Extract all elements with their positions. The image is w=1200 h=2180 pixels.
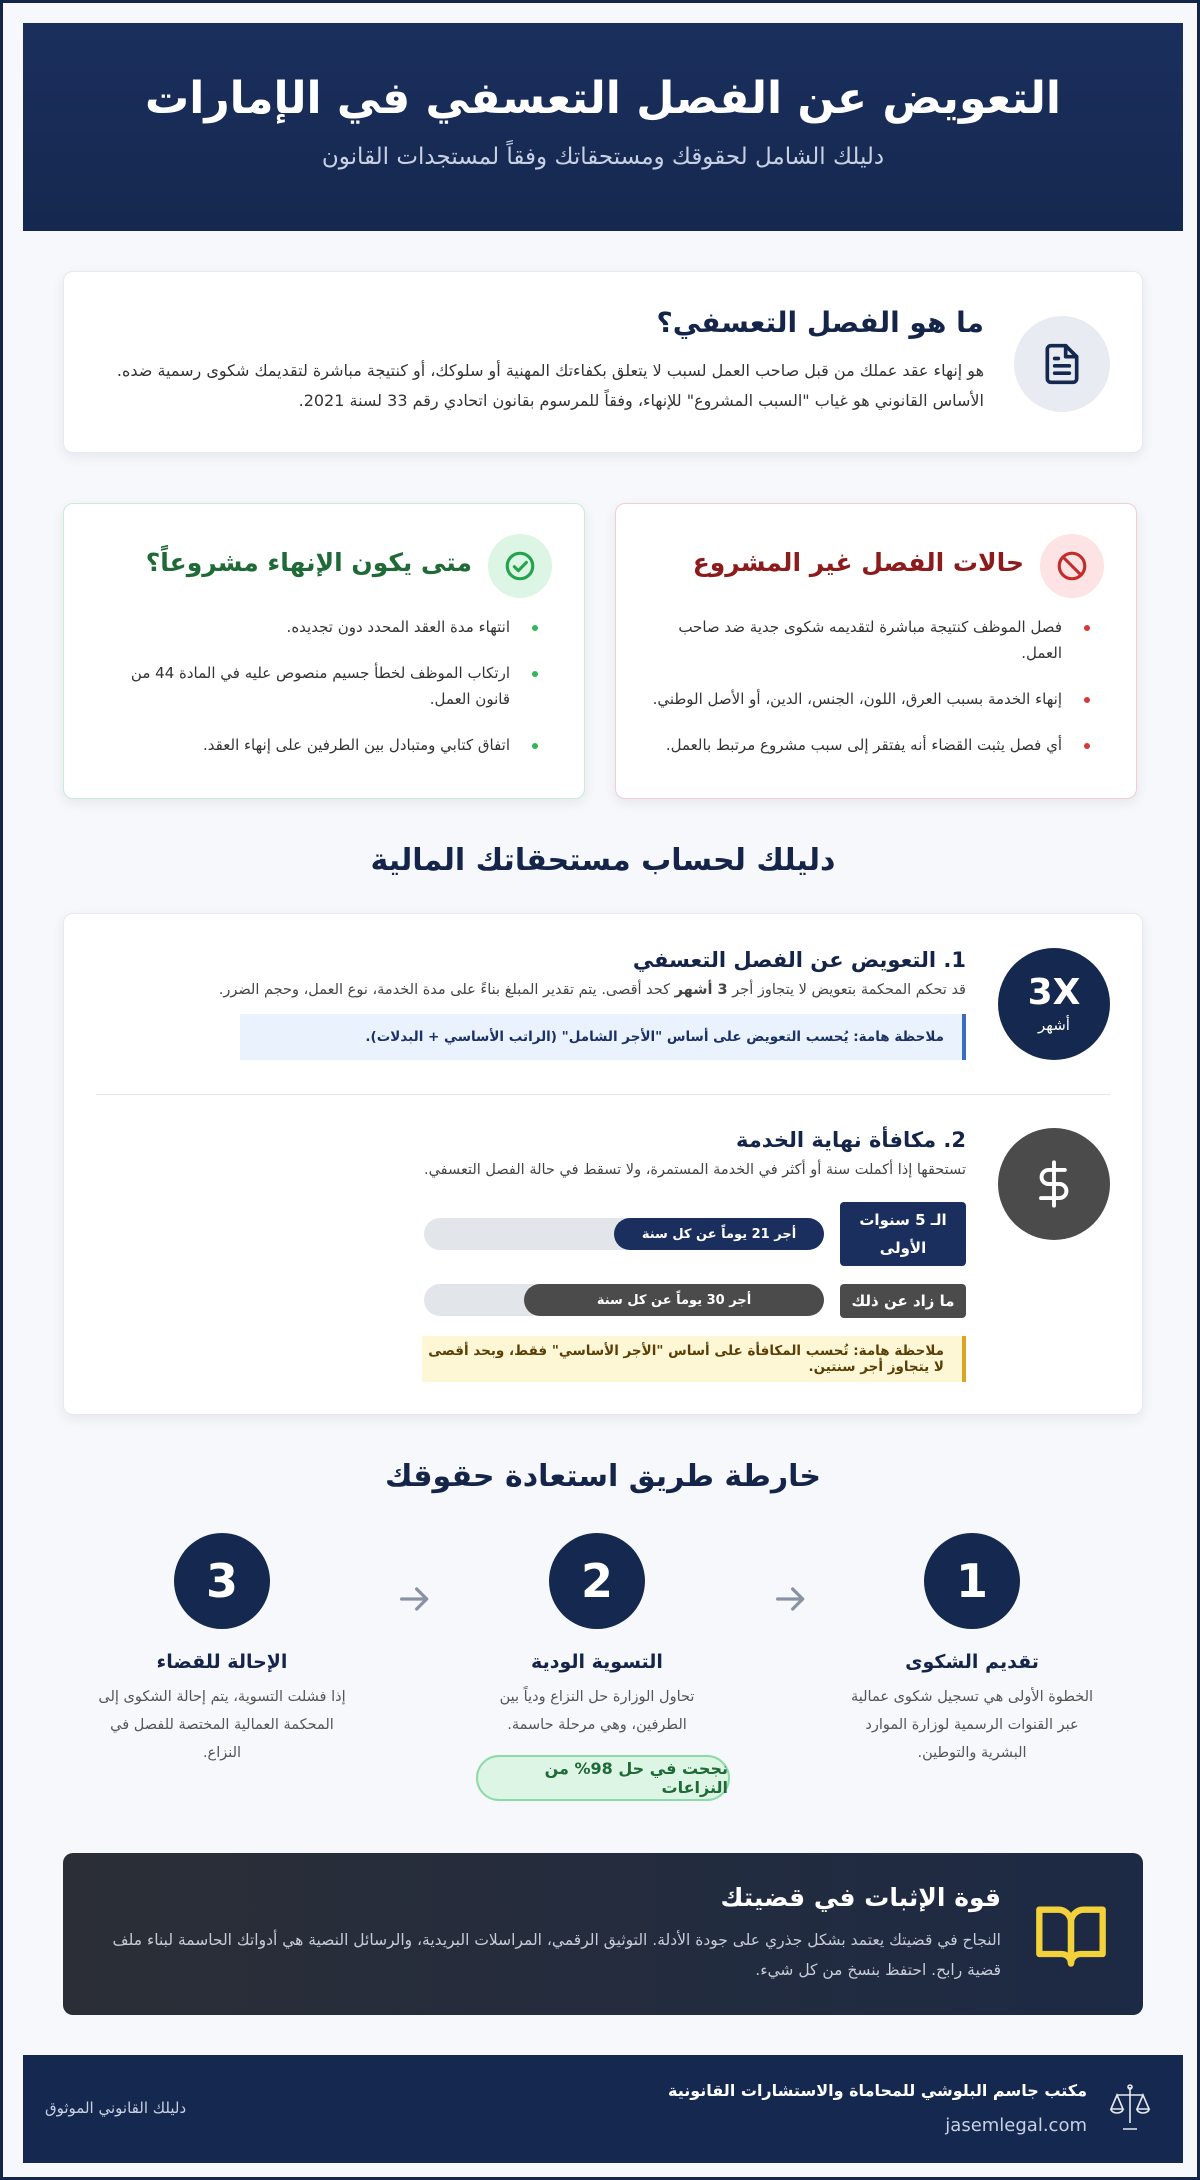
step-desc: تحاول الوزارة حل النزاع ودياً بين الطرفين، وهي مرحلة حاسمة. xyxy=(499,1689,695,1733)
book-icon xyxy=(1033,1897,1109,1973)
step-title: تقديم الشكوى xyxy=(905,1651,1039,1673)
definition-text: هو إنهاء عقد عملك من قبل صاحب العمل لسبب لا يتعلق بكفاءتك المهنية أو سلوكك، أو كنتيجة مباشرة لتقديمك شكوى رسمية ضده. الأساس القانوني هو غياب "السبب المشروع" للإنهاء، وفقاً للمرسوم بقانون اتحادي رقم 33 لسنة 2021. xyxy=(116,361,984,410)
illegal-cases-list xyxy=(650,614,1080,778)
footer-org-name: مكتب جاسم البلوشي للمحاماة والاستشارات القانونية xyxy=(668,2081,1087,2100)
footer xyxy=(23,2055,1183,2163)
success-rate-badge: نجحت في حل 98% من النزاعات xyxy=(476,1755,730,1801)
illegal-cases-title: حالات الفصل غير المشروع xyxy=(692,548,1024,577)
page-subtitle: دليلك الشامل لحقوقك ومستحقاتك وفقاً لمستجدات القانون xyxy=(321,144,885,170)
step-number: 2 xyxy=(549,1533,645,1629)
step-desc: إذا فشلت التسوية، يتم إحالة الشكوى إلى المحكمة العمالية المختصة للفصل في النزاع. xyxy=(98,1689,346,1761)
compensation-desc xyxy=(219,982,966,998)
roadmap-step-1 xyxy=(822,1533,1122,1767)
dollar-icon xyxy=(998,1128,1110,1240)
prohibited-icon xyxy=(1040,534,1104,598)
proof-banner xyxy=(63,1853,1143,2015)
legal-cases-title: متى يكون الإنهاء مشروعاً؟ xyxy=(145,548,472,577)
list-item: اتفاق كتابي ومتبادل بين الطرفين على إنهاء العقد. xyxy=(98,732,528,758)
hero-header xyxy=(23,23,1183,231)
roadmap-step-2 xyxy=(447,1533,747,1739)
definition-title: ما هو الفصل التعسفي؟ xyxy=(656,306,984,339)
compensation-badge-unit: أشهر xyxy=(1038,1016,1070,1034)
step-title: الإحالة للقضاء xyxy=(156,1651,288,1673)
gratuity-note: ملاحظة هامة: تُحسب المكافأة على أساس "الأجر الأساسي" فقط، وبحد أقصى لا يتجاوز أجر سنتين. xyxy=(422,1336,966,1382)
compensation-desc-post: كحد أقصى. يتم تقدير المبلغ بناءً على مدة الخدمة، نوع العمل، وحجم الضرر. xyxy=(218,982,675,998)
proof-title: قوة الإثبات في قضيتك xyxy=(720,1883,1001,1912)
list-item: إنهاء الخدمة بسبب العرق، اللون، الجنس، الدين، أو الأصل الوطني. xyxy=(650,686,1080,712)
tier-label-beyond: ما زاد عن ذلك xyxy=(840,1284,966,1318)
tier-bar-track xyxy=(424,1218,824,1250)
roadmap-step-3 xyxy=(72,1533,372,1767)
illegal-cases-card xyxy=(615,503,1137,799)
step-number: 3 xyxy=(174,1533,270,1629)
gratuity-title: 2. مكافأة نهاية الخدمة xyxy=(735,1128,966,1152)
financial-card xyxy=(63,913,1143,1415)
definition-card xyxy=(63,271,1143,453)
footer-website-link[interactable]: jasemlegal.com xyxy=(945,2115,1087,2136)
tier-bar-21-days: أجر 21 يوماً عن كل سنة xyxy=(614,1218,824,1250)
legal-cases-list xyxy=(98,614,528,778)
page-title: التعويض عن الفصل التعسفي في الإمارات xyxy=(145,73,1061,124)
tier-bar-track xyxy=(424,1284,824,1316)
list-item: فصل الموظف كنتيجة مباشرة لتقديمه شكوى جدية ضد صاحب العمل. xyxy=(650,614,1080,666)
compensation-desc-bold: 3 أشهر xyxy=(674,982,728,998)
compensation-note: ملاحظة هامة: يُحسب التعويض على أساس "الأجر الشامل" (الراتب الأساسي + البدلات). xyxy=(240,1014,966,1060)
tier-bar-30-days: أجر 30 يوماً عن كل سنة xyxy=(524,1284,824,1316)
financial-section-title: دليلك لحساب مستحقاتك المالية xyxy=(370,843,836,878)
arrow-right-icon xyxy=(771,1579,811,1619)
arrow-right-icon xyxy=(395,1579,435,1619)
roadmap-section-title: خارطة طريق استعادة حقوقك xyxy=(384,1459,822,1494)
list-item: انتهاء مدة العقد المحدد دون تجديده. xyxy=(98,614,528,640)
compensation-badge-value: 3X xyxy=(1027,972,1081,1013)
divider xyxy=(96,1094,1110,1095)
footer-tagline: دليلك القانوني الموثوق xyxy=(45,2099,187,2117)
step-title: التسوية الودية xyxy=(531,1651,663,1673)
compensation-desc-pre: قد تحكم المحكمة بتعويض لا يتجاوز أجر xyxy=(727,982,966,998)
scales-of-justice-logo-icon xyxy=(1107,2081,1153,2137)
proof-text: النجاح في قضيتك يعتمد بشكل جذري على جودة الأدلة. التوثيق الرقمي، المراسلات البريدية، والرسائل النصية هي أدواتك الحاسمة لبناء ملف قضية رابح. احتفظ بنسخ من كل شيء. xyxy=(112,1931,1001,1979)
document-icon xyxy=(1014,316,1110,412)
compensation-title: 1. التعويض عن الفصل التعسفي xyxy=(632,948,966,972)
step-desc: الخطوة الأولى هي تسجيل شكوى عمالية عبر القنوات الرسمية لوزارة الموارد البشرية والتوطين. xyxy=(850,1689,1094,1761)
check-circle-icon xyxy=(488,534,552,598)
tier-label-first-5-years: الـ 5 سنوات الأولى xyxy=(840,1202,966,1266)
step-number: 1 xyxy=(924,1533,1020,1629)
list-item: ارتكاب الموظف لخطأ جسيم منصوص عليه في المادة 44 من قانون العمل. xyxy=(98,660,528,712)
legal-cases-card xyxy=(63,503,585,799)
gratuity-desc: تستحقها إذا أكملت سنة أو أكثر في الخدمة المستمرة، ولا تسقط في حالة الفصل التعسفي. xyxy=(423,1162,966,1178)
compensation-badge xyxy=(998,948,1110,1060)
list-item: أي فصل يثبت القضاء أنه يفتقر إلى سبب مشروع مرتبط بالعمل. xyxy=(650,732,1080,758)
